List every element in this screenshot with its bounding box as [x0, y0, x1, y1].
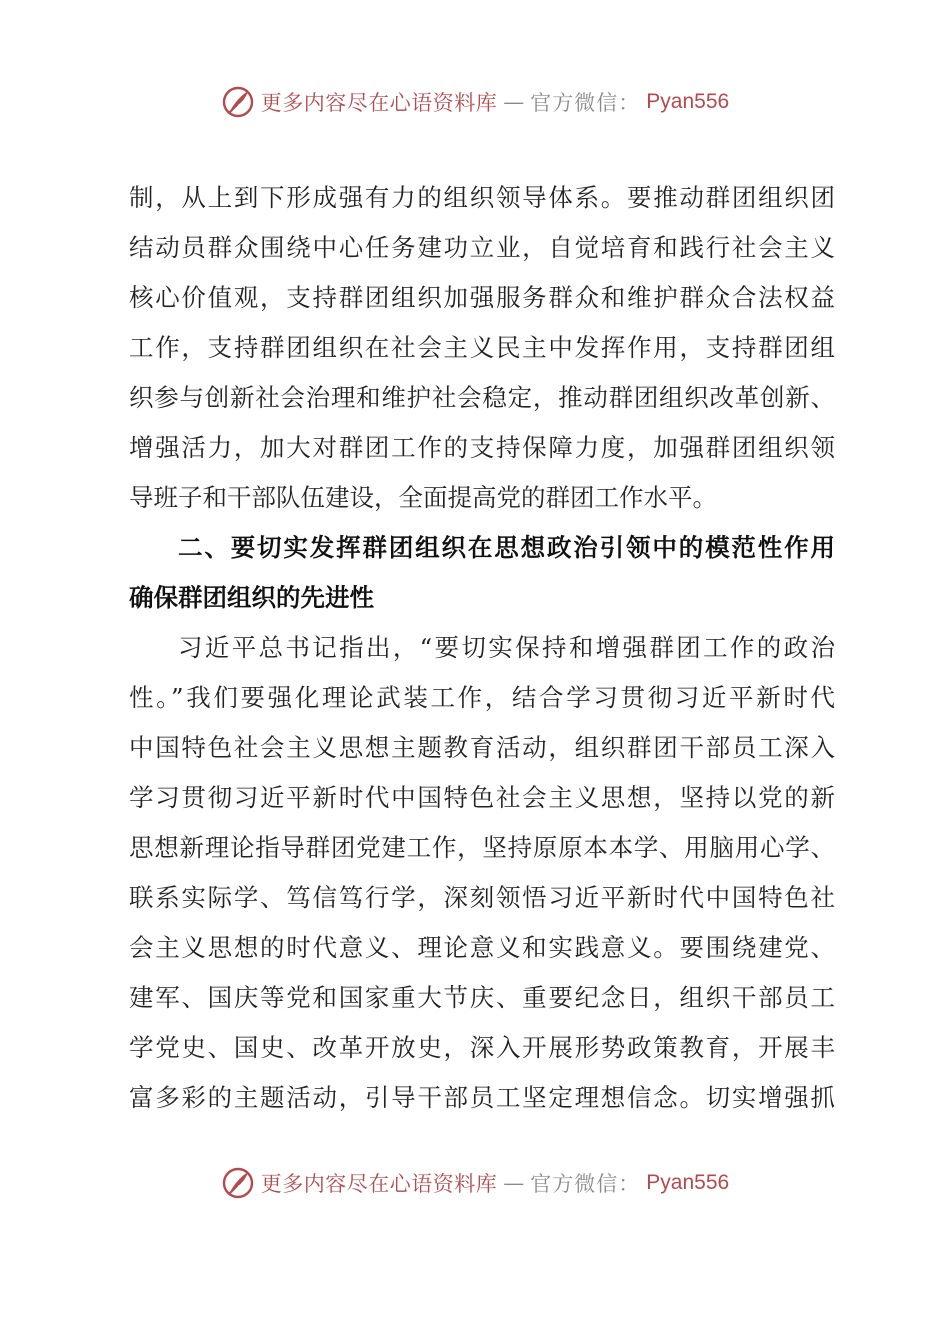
banner-wechat-label: 官方微信：: [530, 1172, 641, 1196]
text-line: 会主义思想的时代意义、理论意义和实践意义。要围绕建党、: [129, 933, 835, 962]
text-line: 习近平总书记指出，“要切实保持和增强群团工作的政治: [178, 633, 835, 662]
text-line: 性。”我们要强化理论武装工作，结合学习贯彻习近平新时代: [129, 683, 835, 712]
quill-logo-icon: [221, 85, 255, 119]
heading-line: 确保群团组织的先进性: [129, 583, 374, 612]
text-line: 增强活力，加大对群团工作的支持保障力度，加强群团组织领: [129, 433, 835, 462]
text-line: 工作，支持群团组织在社会主义民主中发挥作用，支持群团组: [129, 333, 835, 362]
text-line: 富多彩的主题活动，引导干部员工坚定理想信念。切实增强抓: [129, 1083, 835, 1112]
banner-wechat-id: Pyan556: [646, 90, 730, 113]
text-line: 学习贯彻习近平新时代中国特色社会主义思想，坚持以党的新: [129, 783, 835, 812]
text-line: 织参与创新社会治理和维护社会稳定，推动群团组织改革创新、: [129, 383, 835, 412]
text-line: 导班子和干部队伍建设，全面提高党的群团工作水平。: [129, 483, 717, 512]
banner-wechat-label: 官方微信：: [530, 91, 641, 115]
text-line: 学党史、国史、改革开放史，深入开展形势政策教育，开展丰: [129, 1033, 835, 1062]
heading-line: 二、要切实发挥群团组织在思想政治引领中的模范性作用: [178, 533, 835, 562]
text-line: 联系实际学、笃信笃行学，深刻领悟习近平新时代中国特色社: [129, 883, 835, 912]
footer-banner: [0, 1163, 950, 1203]
banner-brand-text: 更多内容尽在心语资料库: [260, 91, 498, 115]
banner-separator: —: [503, 90, 525, 114]
header-banner: [0, 82, 950, 122]
banner-separator: —: [503, 1171, 525, 1195]
document-body: [129, 173, 835, 1123]
banner-wechat-id: Pyan556: [646, 1171, 730, 1194]
paragraph-1: [129, 173, 835, 523]
section-heading-2: [129, 523, 835, 623]
text-line: 制，从上到下形成强有力的组织领导体系。要推动群团组织团: [129, 183, 835, 212]
text-line: 思想新理论指导群团党建工作，坚持原原本本学、用脑用心学、: [129, 833, 835, 862]
text-line: 核心价值观，支持群团组织加强服务群众和维护群众合法权益: [129, 283, 835, 312]
paragraph-2: [129, 623, 835, 1123]
banner-brand-text: 更多内容尽在心语资料库: [260, 1172, 498, 1196]
text-line: 结动员群众围绕中心任务建功立业，自觉培育和践行社会主义: [129, 233, 835, 262]
text-line: 建军、国庆等党和国家重大节庆、重要纪念日，组织干部员工: [129, 983, 835, 1012]
text-line: 中国特色社会主义思想主题教育活动，组织群团干部员工深入: [129, 733, 835, 762]
quill-logo-icon: [221, 1166, 255, 1200]
